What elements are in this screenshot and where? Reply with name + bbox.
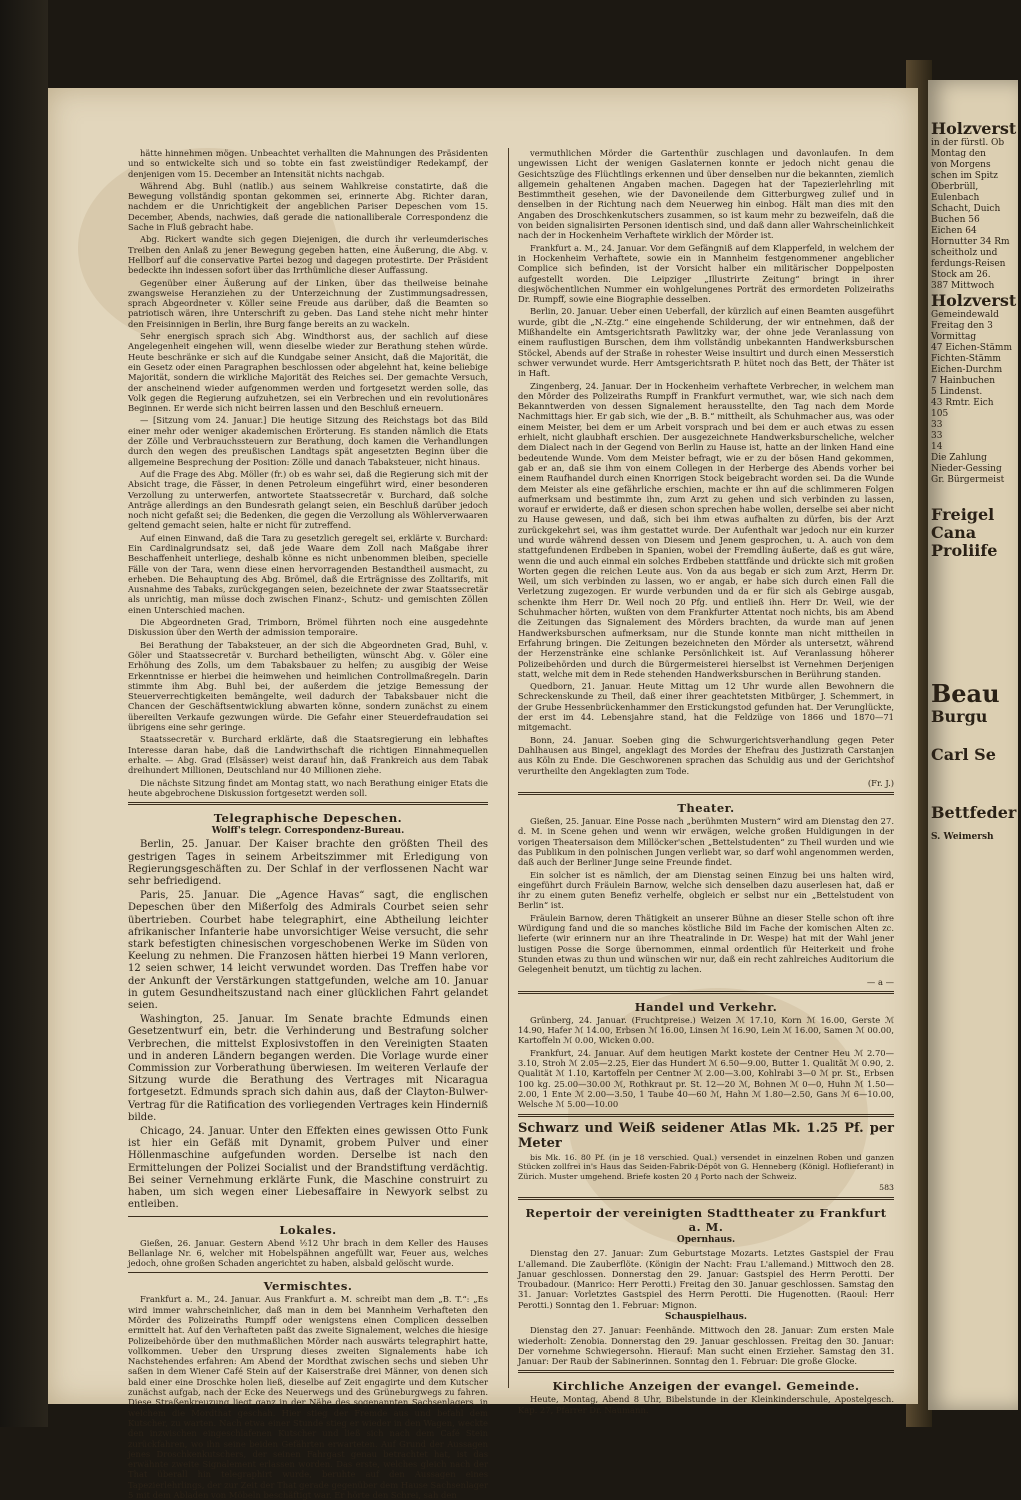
paragraph: Die nächste Sitzung findet am Montag statt, wo nach Berathung einiger Etats die heute abgebrochene Diskussion fortgesetzt werden soll.: [128, 777, 488, 798]
source-signature: (Fr. J.): [867, 777, 894, 788]
paragraph: Gegenüber einer Äußerung auf der Linken, über das theilweise beinahe zwangsweise Heranziehen zu der Unterzeichnung der Zustimmungsadressen, sprach Abgeordneter v. Köller seine Freude aus darüber, daß die Beamten so patriotisch wären, ihre Unterschrift zu geben. Das Land stehe nicht mehr hinter den Freisinnigen in Berlin, ihre Burg fange bereits an zu wackeln.: [128, 277, 488, 329]
paragraph: Quedborn, 21. Januar. Heute Mittag um 12 Uhr wurde allen Bewohnern die Schreckenskunde zu Theil, daß einer ihrer geachtetsten Mitbürger, J. Schemmert, in der Grube Hessenbrückenhammer den Erstickungstod gefunden hat. Der Verunglückte, der erst im 44. Lebensjahre stand, hat die Feldzüge von 1866 und 1870—71 mitgemacht.: [518, 681, 894, 733]
left-column: [128, 148, 488, 1500]
paragraph: Auf einen Einwand, daß die Tara zu gesetzlich geregelt sei, erklärte v. Burchard: Ein Cardinalgrundsatz sei, daß jede Waare dem Zoll nach Maßgabe ihrer Beschaffenheit unterliege, deshalb könne es nicht unbenommen bleiben, specielle Fälle von der Tara, wenn diese einen hervorragenden Bestandtheil ausmacht, zu erheben. Die Behauptung des Abg. Brömel, daß die Erträgnisse des Zolltarifs, mit Ausnahme des Tabaks, zurückgegangen seien, bezeichnete der zwar Staatssecretär als unrichtig, man müsse doch zwischen Finanz-, Schutz- und gemischten Zöllen einen Unterschied machen.: [128, 532, 488, 615]
paragraph: Heute, Montag, Abend 8 Uhr, Bibelstunde in der Kleinkinderschule, Apostelgesch. Kap. 27, Pfarrer Dr. Naumann.: [518, 1394, 894, 1415]
paragraph: — [Sitzung vom 24. Januar.] Die heutige Sitzung des Reichstags bot das Bild einer mehr oder weniger akademischen Erörterung. Es standen nämlich die Etats der Zölle und Verbrauchssteuern zur Berathung, doch kamen die Verhandlungen durch den wegen des preußischen Landtags spät angesetzten Beginn über die allgemeine Besprechung der Position: Zölle und danach Tabaksteuer, nicht hinaus.: [128, 415, 488, 467]
paragraph: Gießen, 26. Januar. Gestern Abend ½12 Uhr brach in dem Keller des Hauses Bellanlage Nr. 6, welcher mit Hobelspähnen angefüllt war, Feuer aus, welches jedoch, ohne großen Schaden angerichtet zu haben, alsbald gelöscht wurde.: [128, 1237, 488, 1269]
section-heading-theater: Theater.: [677, 801, 735, 816]
paragraph: Zingenberg, 24. Januar. Der in Hockenheim verhaftete Verbrecher, in welchem man den Mörder des Polizeiraths Rumpff in Frankfurt vermuthet, war, wie sich nach dem Bekanntwerden von dessen Signalement herausstellte, den Tag nach dem Morde Nachmittags hier. Er gab sich, wie der „B. B.“ mittheilt, als Schuhmacher aus, was oder einem Meister, bei dem er um Arbeit vorsprach und bei dem er auch etwas zu essen erhielt, nicht glaubhaft erschien. Der ausgezeichnete Handwerksburscheliche, welcher dem Dialect nach in der Gegend von Berlin zu Hause ist, hatte an der linken Hand eine bedeutende Wunde. Vom dem Meister befragt, wie er zu der bösen Hand gekommen, gab er an, daß sie ihm von einem Collegen in der Herberge des Abends vorher bei einem Raufhandel durch einen Knorrigen Stock beigebracht worden sei. Da die Wunde dem Meister als eine gefährliche erschien, machte er ihn auf die schlimmeren Folgen aufmerksam und bestimmte ihn, zum Arzt zu gehen und sich verbinden zu lassen, worauf er erwiderte, daß er diesen schon sprechen habe wollen, derselbe sei aber nicht zu Hause gewesen, und daß, sich bei ihm etwas aufhalten zu dürfen, bis der Arzt zurückgekehrt sei, was ihm gestattet wurde. Der Aufenthalt war jedoch nur ein kurzer und wurde während dessen von Diesem und Jenem gesprochen, u. A. auch von dem stattgefundenen Erdbeben in Spanien, wobei der Fremdling äußerte, daß es gut wäre, wenn die und auch einmal ein solches Erdbeben stattfände und drückte sich mit großen Worten gegen die reichen Leute aus. Von da aus begab er sich zum Arzt, Herrn Dr. Weil, um sich verbinden zu lassen, wo er angab, er habe sich durch einen Fall die Verletzung zugezogen. Er wurde verbunden und da er für sich als Gebirge ausgab, schenkte ihm Herr Dr. Weil noch 20 Pfg. und entließ ihn. Herr Dr. Weil, wie der Schuhmacher hörten, wußten von dem Frankfurter Attentat noch nichts, bis am Abend die Zeitungen das Signalement des Mörders brachten, da wurde man auf jenen Handwerksburschen aufmerksam, nur die Stunde konnte man nicht mittheilen in Erfahrung bringen. Die Zeitungen bezeichneten den Mörder als untersetzt, während der Herzenstränke eine schlanke Persönlichkeit ist. Auf Veranlassung höherer Polizeibehörden und durch die Bürgermeisterei hierselbst ist Vernehmen Derjenigen statt, welche mit dem in Rede stehenden Handwerksburschen in Berührung standen.: [518, 380, 894, 679]
adjacent-page-text: Holzverst in der fürstl. Ob Montag den von Morgens schen im Spitz Oberbrüll, Eulenbach Schacht, Duich Buchen 56 Eichen 64 Hornutter 34 Rm scheitholz und ferdungs-Reisen Stock am 26. 387 Mittwoch Holzverst Gemeindewald Freitag den 3 Vormittag 47 Eichen-Stämm Fichten-Stämm Eichen-Durchm 7 Hainbuchen 5 Lindenst. 43 Rmtr. Eich 105 33 33 14 Die Zahlung Nieder-Gessing Gr. Bürgermeist Freigel Cana Proliife Beau Burgu Carl Se Bettfeder S. Weimersh: [931, 119, 1017, 842]
telegram: Washington, 25. Januar. Im Senate brachte Edmunds einen Gesetzentwurf ein, betr. die Verhinderung und Bestrafung solcher Verbrechen, die mittelst Explosivstoffen in den Vereinigten Staaten und in anderen Ländern begangen werden. Die Vorlage wurde einer Commission zur Vorberathung überwiesen. Im weiteren Verlaufe der Sitzung wurde die Berathung des Vertrages mit Nicaragua fortgesetzt. Edmunds sprach sich dahin aus, daß der Clayton-Bulwer-Vertrag für die Ratification des vorliegenden Vertrages kein Hinderniß bilde.: [128, 1014, 488, 1123]
book-gutter: [0, 0, 48, 1427]
adjacent-page: [928, 80, 1018, 1410]
paragraph: Frankfurt a. M., 24. Januar. Aus Frankfurt a. M. schreibt man dem „B. T.“: „Es wird immer wahrscheinlicher, daß man in dem bei Mannheim Verhafteten den Mörder des Polizeiraths Rumpff oder wenigstens einen Complicen desselben ermittelt hat. Auf den Verhafteten paßt das zweite Signalement, welches die hiesige Polizeibehörde über den muthmaßlichen Mörder nach auswärts telegraphirt hatte, vollkommen. Ueber den Ursprung dieses zweiten Signalements habe ich Nachstehendes erfahren: Am Abend der Mordthat zwischen sechs und sieben Uhr saßen in dem Wiener Café Stein auf der Kaiserstraße drei Männer, von denen sich bald einer eine Droschke holen ließ, dieselbe auf Zeit engagirte und dem Kutscher zunächst aufgab, nach der Ecke des Neuerwegs und des Grüneburgwegs zu fahren. Diese Straßenkreuzung liegt ganz in der Nähe des sogenannten Sachsenlagers, in welchem die Mordthat geschah. Hier stieg der Fremde aus und befahl dem Kutscher, zu warten. Nach etwa einer Stunde stieg er wieder in den Wagen, weckte den inzwischen eingeschlafenen Kutscher und ließ sich nach dem Café Stein zurückfahren, wo ihn seine beiden Gefährten erwarteten. Auf Grund der Aussagen jenes Droschkenkutschers, der seinen Fahrgast genau betrachtet hat, ist das erwähnte zweite Signalement erlassen worden. Das erste, welches gleich nach der That überall hin telegraphirt wurde, beruhte auf den Aussagen eines Tapezierlehrlings, der zur Zeit der That gerade gegenüber dem Hause Sachsenlager 5 mit dem Abladen von Möbeln beschäftigt war. Er hörte den Schrei, sah den: [128, 1294, 488, 1500]
paragraph: Abg. Rickert wandte sich gegen Diejenigen, die durch ihr verleumderisches Treiben den Anlaß zu jener Bewegung gegeben hatten, eine Äußerung, die Abg. v. Hellborf auf die conservative Partei bezog und dagegen protestirte. Der Präsident bedeckte ihn indessen sofort über das Irrthümliche dieser Auffassung.: [128, 234, 488, 276]
right-column: [518, 148, 894, 1415]
paragraph: Dienstag den 27. Januar: Feenhände. Mittwoch den 28. Januar: Zum ersten Male wiederholt: Zenobia. Donnerstag den 29. Januar geschlossen. Freitag den 30. Januar: Der vornehme Schwiegersohn. Hierauf: Man sucht einen Erzieher. Samstag den 31. Januar: Der Raub der Sabinerinnen. Sonntag den 1. Februar: Die große Glocke.: [518, 1325, 894, 1367]
telegram: Berlin, 25. Januar. Der Kaiser brachte den größten Theil des gestrigen Tages in seinem Arbeitszimmer mit Erledigung von Regierungsgeschäften zu. Der Schlaf in der verflossenen Nacht war sehr befriedigend.: [128, 839, 488, 888]
telegram: Paris, 25. Januar. Die „Agence Havas“ sagt, die englischen Depeschen über den Mißerfolg des Admirals Courbet seien sehr übertrieben. Courbet habe telegraphirt, eine Abtheilung leichter afrikanischer Infanterie habe unvorsichtiger Weise versucht, die sehr stark befestigten chinesischen vorgeschobenen Werke im Süden von Keelung zu nehmen. Die Franzosen hätten hierbei 19 Mann verloren, 12 seien schwer, 14 leicht verwundet worden. Das Treffen habe vor der Ankunft der Verstärkungen stattgefunden, welche am 10. Januar in gutem Gesundheitszustand nach einer glücklichen Fahrt gelandet seien.: [128, 890, 488, 1012]
paragraph: Frankfurt, 24. Januar. Auf dem heutigen Markt kostete der Centner Heu ℳ 2.70—3.10, Stroh ℳ 2.05—2.25, Eier das Hundert ℳ 6.50—9.00, Butter 1. Qualität ℳ 0.90, 2. Qualität ℳ 1.10, Kartoffeln per Centner ℳ 2.00—3.00, Kohlrabi 3—0 ℳ pr. St., Erbsen 100 kg. 25.00—30.00 ℳ, Rothkraut pr. St. 12—20 ℳ, Bohnen ℳ 0—0, Huhn ℳ 1.50—2.00, 1 Ente ℳ 2.00—3.50, 1 Taube 40—60 ℳ, Hahn ℳ 1.80—2.50, Gans ℳ 6—10.00, Welsche ℳ 5.00—10.00: [518, 1047, 894, 1110]
advertisement-text: bis Mk. 16. 80 Pf. (in je 18 verschied. Qual.) versendet in einzelnen Roben und ganzen Stücken zollfrei in's Haus das Seiden-Fabrik-Dépôt von G. Henneberg (Königl. Hoflieferant) in Zürich. Muster umgehend. Briefe kosten 20 ₰ Porto nach der Schweiz.: [518, 1152, 894, 1181]
paragraph: Während Abg. Buhl (natlib.) aus seinem Wahlkreise constatirte, daß die Bewegung vollständig spontan gekommen sei, erinnerte Abg. Richter daran, nachdem er die Unrichtigkeit der angeblichen Pariser Depeschen vom 15. December, Abends, nachwies, daß gerade die nationalliberale Correspondenz die Sache in Fluß gebracht habe.: [128, 180, 488, 233]
paragraph: Bei Berathung der Tabaksteuer, an der sich die Abgeordneten Grad, Buhl, v. Göler und Staatssecretär v. Burchard betheiligten, wünscht Abg. v. Göler eine Erhöhung des Zolls, um dem Tabaksbauer zu helfen; zu ausgibig der Weise Erkenntnisse er hierbei die heimwehen und heimlichen Controllmaßregeln. Darin stimmte ihm Abg. Buhl bei, der außerdem die jetzige Bemessung der Steuerverrechtigkeiten bemängelte, weil dadurch der Tabaksbauer nicht die Chancen der Geschäftsentwicklung abwarten könne, sondern zunächst zu einem übereilten Verkaufe gezwungen würde. Die Gefahr einer Steuerdefraudation sei übrigens eine sehr geringe.: [128, 639, 488, 733]
ad-number: 583: [879, 1183, 894, 1193]
section-heading-telegraphic: Telegraphische Depeschen.: [213, 811, 403, 826]
section-heading-church: Kirchliche Anzeigen der evangel. Gemeinde.: [552, 1379, 860, 1394]
paragraph: Grünberg, 24. Januar. (Fruchtpreise.) Weizen ℳ 17.10, Korn ℳ 16.00, Gerste ℳ 14.90, Hafer ℳ 14.00, Erbsen ℳ 16.00, Linsen ℳ 16.90, Lein ℳ 16.00, Samen ℳ 00.00, Kartoffeln ℳ 0.00, Wicken 0.00.: [518, 1014, 894, 1046]
section-divider: [518, 1370, 894, 1373]
divider: [128, 1216, 488, 1217]
subheading-opera: Opernhaus.: [676, 1234, 736, 1245]
section-heading-repertoire: Repertoir der vereinigten Stadttheater zu Frankfurt a. M.: [525, 1205, 887, 1234]
paragraph: Dienstag den 27. Januar: Zum Geburtstage Mozarts. Letztes Gastspiel der Frau L'allemand. Die Zauberflöte. (Königin der Nacht: Frau L'allemand.) Mittwoch den 28. Januar geschlossen. Donnerstag den 29. Januar: Gastspiel des Herrn Perotti. Der Troubadour. (Manrico: Herr Perotti.) Freitag den 30. Januar geschlossen. Samstag den 31. Januar: Vorletztes Gastspiel des Herrn Perotti. Die Hugenotten. (Raoul: Herr Perotti.) Sonntag den 1. Februar: Mignon.: [518, 1248, 894, 1310]
paragraph: Bonn, 24. Januar. Soeben ging die Schwurgerichtsverhandlung gegen Peter Dahlhausen aus Bingel, angeklagt des Mordes der Ehefrau des Justizrath Carstanjen aus Köln zu Ende. Die Geschworenen sprachen das Schuldig aus und der Gerichtshof verurtheilte den Angeklagten zum Tode.: [518, 734, 894, 776]
section-divider: [518, 1114, 894, 1117]
paragraph: Die Abgeordneten Grad, Trimborn, Brömel führten noch eine ausgedehnte Diskussion über den Werth der admission temporaire.: [128, 617, 488, 638]
paragraph: hätte hinnehmen mögen. Unbeachtet verhallten die Mahnungen des Präsidenten und so entwickelte sich und so tobte ein fast zweistündiger Redekampf, der denjenigen vom 15. December an Intensität nichts nachgab.: [128, 148, 488, 179]
section-divider: [518, 1197, 894, 1200]
paragraph: Gießen, 25. Januar. Eine Posse nach „berühmten Mustern“ wird am Dienstag den 27. d. M. in Scene gehen und wenn wir erwägen, welche großen Huldigungen in der vorigen Theatersaison dem Millöcker'schen „Bettelstudenten“ zu Theil wurden und wie das Publikum in den polnischen Jungen verliebt war, so darf wohl angenommen werden, daß auch der Berliner Junge seine Freunde findet.: [518, 816, 894, 868]
advertisement-title: Schwarz und Weiß seidener Atlas Mk. 1.25 Pf. per Meter: [518, 1120, 894, 1151]
paragraph: Frankfurt a. M., 24. Januar. Vor dem Gefängniß auf dem Klapperfeld, in welchem der in Hockenheim Verhaftete, sowie ein in Mannheim festgenommener angeblicher Complice sich befinden, ist der Vorsicht halber ein militärischer Doppelposten aufgestellt worden. Die Leipziger „Illustrirte Zeitung“ bringt in ihrer diesjwöchentlichen Nummer ein wohlgelungenes Porträt des ermordeten Polizeiraths Dr. Rumpff, sowie eine Biographie desselben.: [518, 242, 894, 305]
column-rule: [508, 148, 509, 1388]
paragraph: Auf die Frage des Abg. Möller (fr.) ob es wahr sei, daß die Regierung sich mit der Absicht trage, die Fässer, in denen Petroleum eingeführt wird, einer besonderen Verzollung zu unterwerfen, antwortete Staatssecretär v. Burchard, daß solche Anträge allerdings an den Bundesrath gelangt seien, ein Beschluß darüber jedoch noch nicht gefaßt sei; die Bedenken, die gegen die Verzollung als Wöhlerverwaaren geltend gemacht seien, halte er nicht für zutreffend.: [128, 468, 488, 531]
telegram: Chicago, 24. Januar. Unter den Effekten eines gewissen Otto Funk ist hier ein Gefäß mit Dynamit, grobem Pulver und einer Höllenmaschine aufgefunden worden. Derselbe ist nach den Ermittelungen der Polizei Socialist und der Brandstiftung verdächtig. Bei seiner Vernehmung erklärte Funk, die Maschine construirt zu haben, um sich wegen einer Liebesaffaire in Newyork selbst zu entleiben.: [128, 1126, 488, 1211]
paragraph: Berlin, 20. Januar. Ueber einen Ueberfall, der kürzlich auf einen Beamten ausgeführt wurde, gibt die „N.-Ztg.“ eine eingehende Schilderung, der wir entnehmen, daß der Mißhandelte ein Amtsgerichtsrath Pawlitzky war, der ohne jede Veranlassung von einem rauflustigen Burschen, dem ihm vollständig unbekannten Handwerksburschen Stöckel, Abends auf der Straße in rohester Weise insultirt und durch einen Messerstich schwer verwundet wurde. Herr Amtsgerichtsrath P. hütet noch das Bett, der Thäter ist in Haft.: [518, 306, 894, 379]
paragraph: Fräulein Barnow, deren Thätigkeit an unserer Bühne an dieser Stelle schon oft ihre Würdigung fand und die so manches köstliche Bild im Fache der komischen Alten zc. lieferte (wir erinnern nur an ihre Theatralinde in Dr. Wespe) hat mit der Wahl jener lustigen Posse die Sorge übernommen, einmal ordentlich für Heiterkeit und frohe Stunden etwas zu thun und wünschen wir nur, daß ein recht zahlreiches Auditorium die Gelegenheit benutzt, um tüchtig zu lachen.: [518, 912, 894, 975]
paragraph: Sehr energisch sprach sich Abg. Windthorst aus, der sachlich auf diese Angelegenheit eingehen will, wenn dieselbe wieder zur Berathung stehen würde. Heute beschränke er sich auf die Kundgabe seiner Ansicht, daß die Majorität, die ein Gesetz oder einen Paragraphen beschlossen oder abgelehnt hat, keine beliebige Majorität, sondern die wirkliche Majorität des Reiches sei. Der gemachte Versuch, der anscheinend wieder aufgenommen werden und fortgesetzt werden solle, das Volk gegen die Regierung aufzuhetzen, sei ein Verbrechen und ein revolutionäres Beginnen. Er werde sich nicht beirren lassen und den Beschluß erneuern.: [128, 331, 488, 414]
section-heading-misc: Vermischtes.: [263, 1279, 353, 1294]
subheading-theatre: Schauspielhaus.: [665, 1311, 747, 1322]
section-heading-trade: Handel und Verkehr.: [634, 999, 778, 1014]
paragraph: Staatssecretär v. Burchard erklärte, daß die Staatsregierung ein lebhaftes Interesse daran habe, daß die Landwirthschaft die richtigen Einnahmequellen erhalte. — Abg. Grad (Elsässer) weist darauf hin, daß Frankreich aus dem Tabak dreihundert Millionen, Deutschland nur 40 Millionen ziehe.: [128, 734, 488, 776]
divider: [128, 1272, 488, 1273]
section-divider: [518, 792, 894, 795]
section-divider: [518, 991, 894, 994]
section-subheading: Wolff's telegr. Correspondenz-Bureau.: [211, 826, 405, 837]
paragraph: Ein solcher ist es nämlich, der am Dienstag seinen Einzug bei uns halten wird, eingeführt durch Fräulein Barnow, welche sich denselben dazu auserlesen hat, daß er ihr zu einem guten Benefiz verhelfe, obgleich er selbst nur ein „Bettelstudent von Berlin“ ist.: [518, 869, 894, 911]
paragraph: vermuthlichen Mörder die Gartenthür zuschlagen und davonlaufen. In dem ungewissen Licht der wenigen Gaslaternen konnte er jedoch nicht genau die Gesichtszüge des Flüchtlings erkennen und über denselben nur die bekannten, ziemlich allgemein gehaltenen Angaben machen. Dagegen hat der Tapezierlehrling mit Bestimmtheit gesehen, wie der Davoneilende dem Gitterburgweg zulief und in denselben in der Richtung nach dem Neuerweg hin einbog. Hält man dies mit den Angaben des Droschkenkutschers zusammen, so ist kaum mehr zu bezweifeln, daß die von beiden signalisirten Personen identisch sind, und daß dann aller Wahrscheinlichkeit nach der in Hockenheim Verhaftete wirklich der Mörder ist.: [518, 148, 894, 241]
author-signature: — a —: [866, 976, 894, 987]
section-heading-local: Lokales.: [279, 1222, 337, 1237]
section-divider: [128, 802, 488, 805]
